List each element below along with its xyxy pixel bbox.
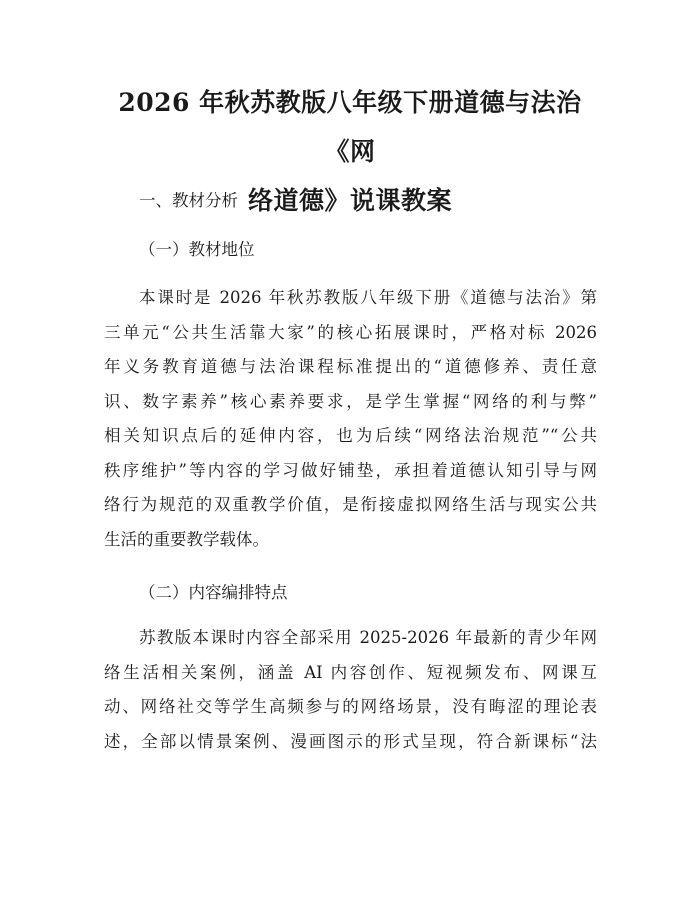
paragraph-line: 识、数字素养”核心素养要求，是学生掌握“网络的利与弊” bbox=[104, 391, 597, 411]
subsection-heading: （二）内容编排特点 bbox=[139, 583, 288, 602]
paragraph-line: 生活的重要教学载体。 bbox=[104, 529, 269, 549]
paragraph-line: 秩序维护”等内容的学习做好铺垫，承担着道德认知引导与网 bbox=[104, 460, 597, 480]
subsection-heading: （一）教材地位 bbox=[139, 240, 255, 259]
title-line: 络道德》说课教案 bbox=[247, 186, 452, 215]
paragraph-line: 相关知识点后的延伸内容，也为后续“网络法治规范”“公共 bbox=[104, 426, 597, 445]
paragraph-line: 络生活相关案例，涵盖 AI 内容创作、短视频发布、网课互 bbox=[104, 662, 597, 682]
paragraph-content-features bbox=[104, 627, 597, 765]
title-line: 2026 年秋苏教版八年级下册道德与法治《网 bbox=[118, 88, 582, 166]
paragraph-line: 动、网络社交等学生高频参与的网络场景，没有晦涩的理论表 bbox=[104, 697, 597, 716]
paragraph-line: 年义务教育道德与法治课程标准提出的“道德修养、责任意 bbox=[104, 357, 597, 376]
paragraph-material-position bbox=[104, 287, 597, 563]
section-heading: 一、教材分析 bbox=[139, 191, 238, 210]
paragraph-line: 本课时是 2026 年秋苏教版八年级下册《道德与法治》第 bbox=[139, 288, 597, 307]
paragraph-line: 述，全部以情景案例、漫画图示的形式呈现，符合新课标“法 bbox=[104, 731, 597, 751]
paragraph-line: 三单元“公共生活靠大家”的核心拓展课时，严格对标 2026 bbox=[104, 322, 597, 342]
paragraph-line: 苏教版本课时内容全部采用 2025-2026 年最新的青少年网 bbox=[139, 628, 597, 647]
paragraph-line: 络行为规范的双重教学价值，是衔接虚拟网络生活与现实公共 bbox=[104, 495, 597, 514]
